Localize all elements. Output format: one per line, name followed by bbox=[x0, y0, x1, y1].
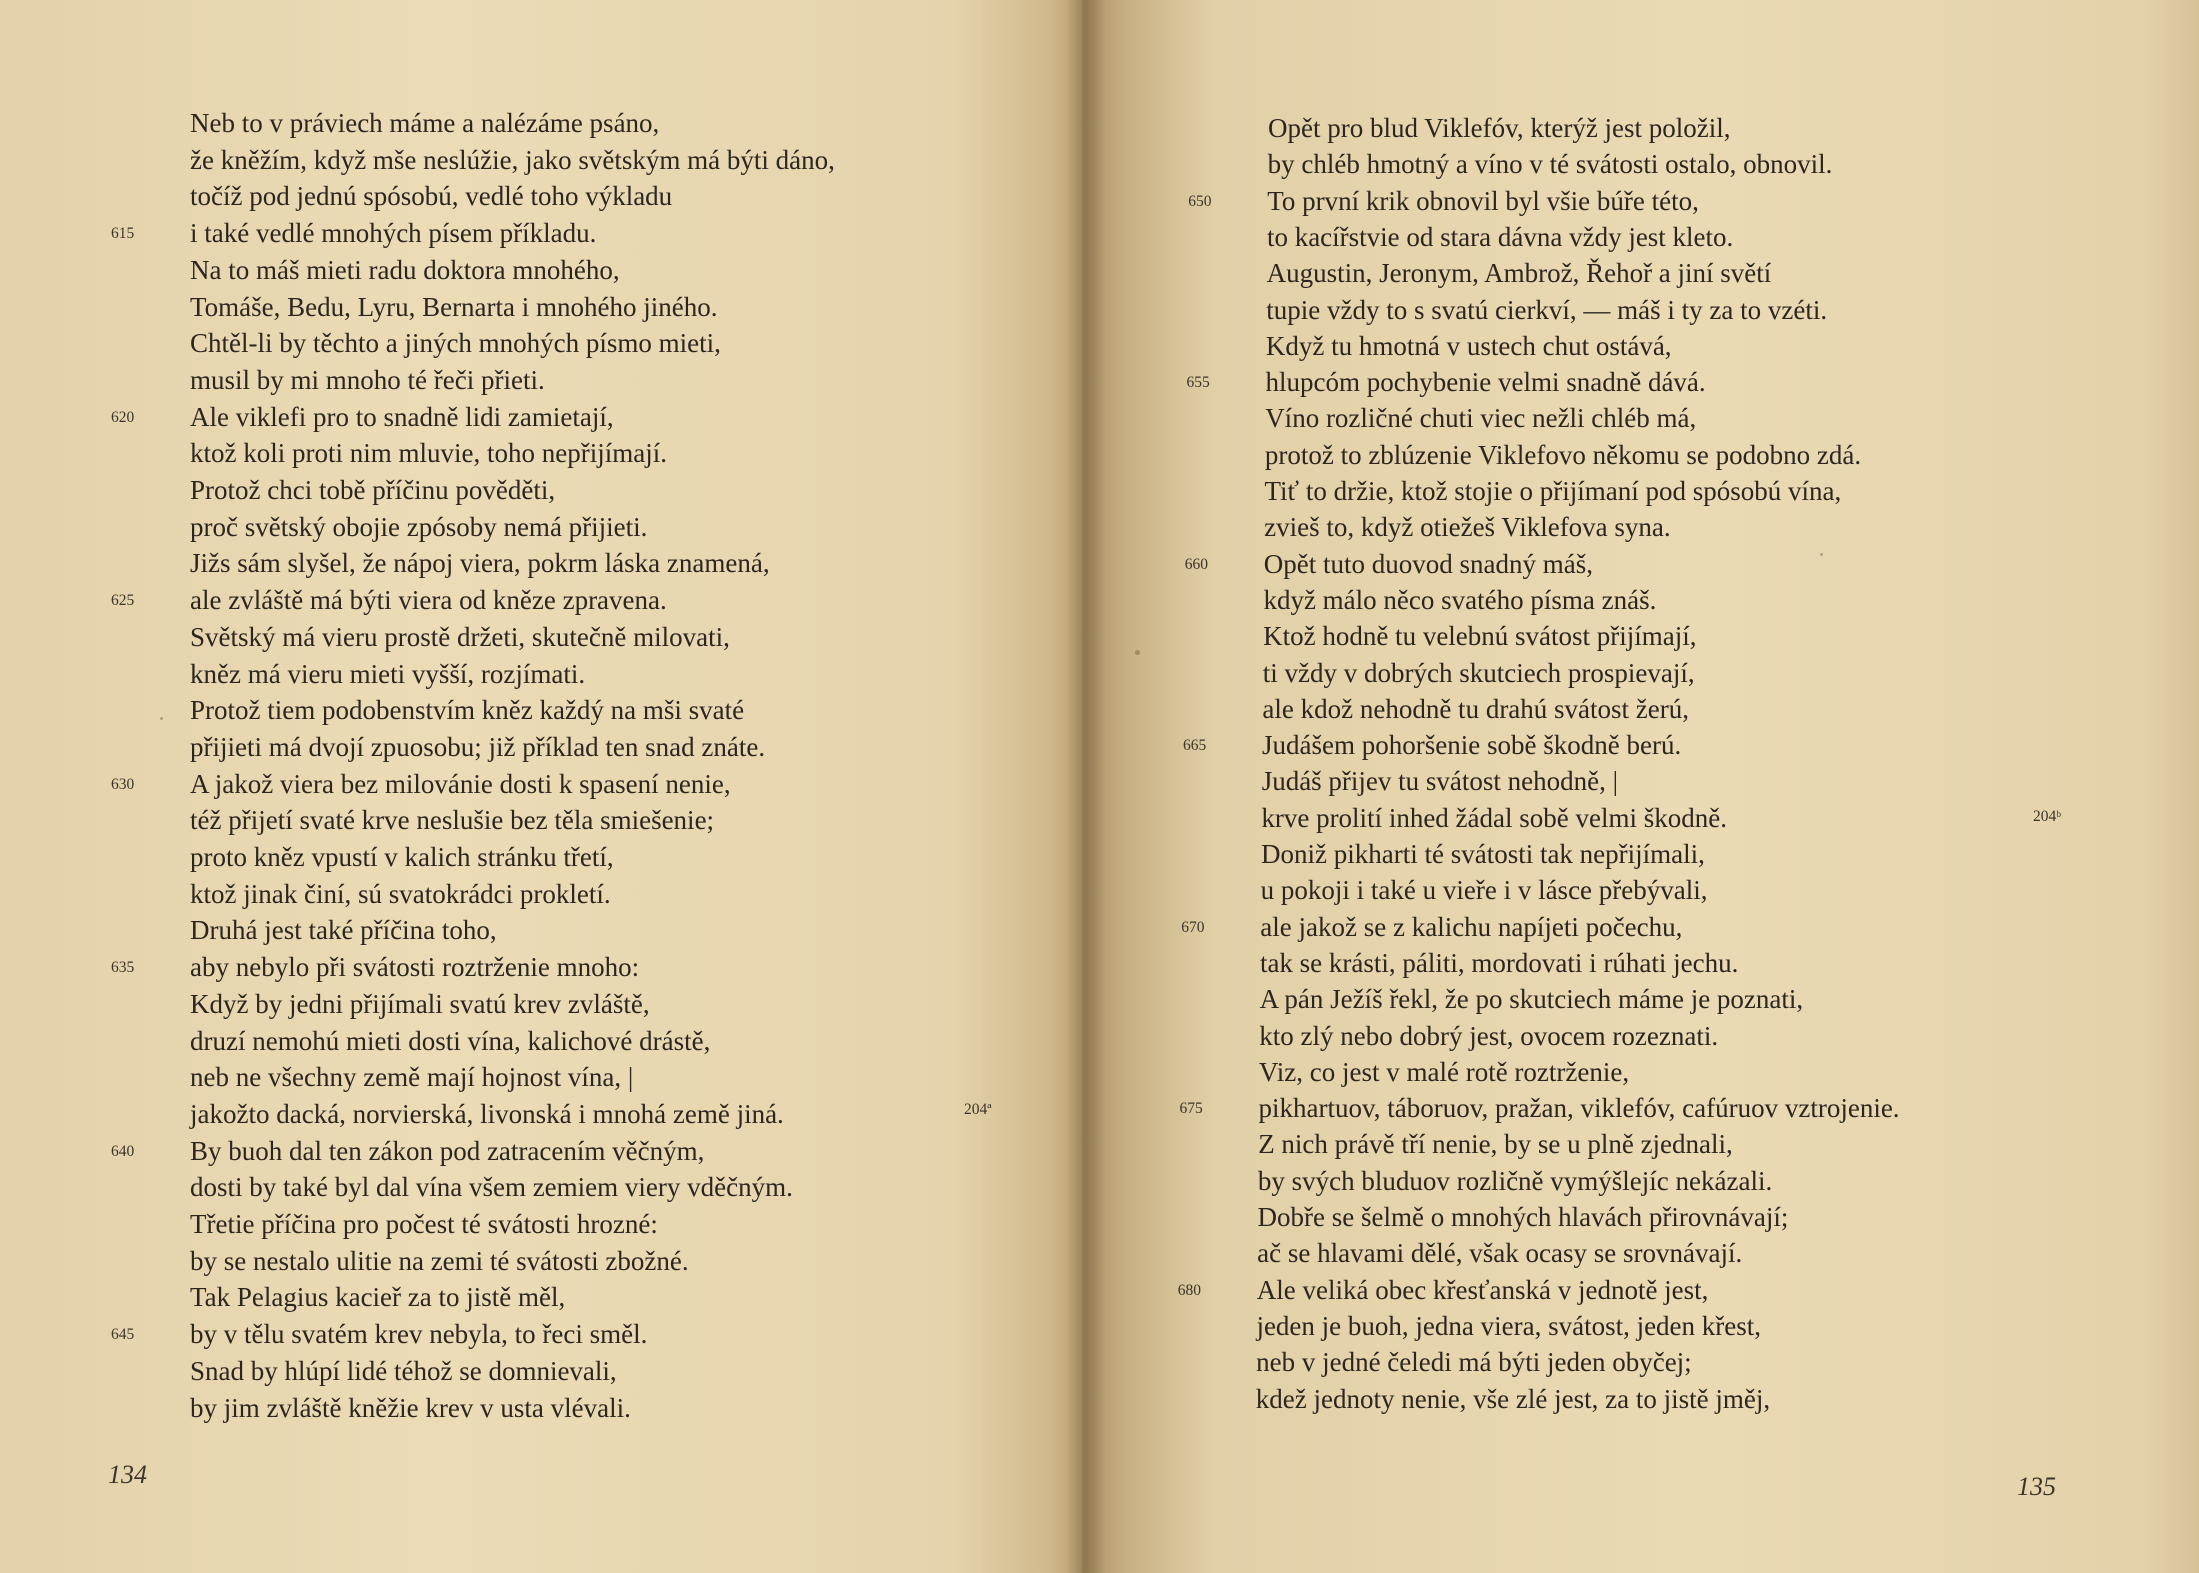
line-number: 620 bbox=[111, 408, 135, 426]
verse-line: druzí nemohú mieti dosti vína, kalichové drástě, bbox=[190, 1025, 711, 1056]
verse-line: by chléb hmotný a víno v té svátosti ostalo, obnovil. bbox=[1267, 149, 1833, 180]
verse-line: kdež jednoty nenie, vše zlé jest, za to jistě jměj, bbox=[1255, 1383, 1771, 1414]
line-number: 645 bbox=[111, 1326, 135, 1344]
verse-line: Víno rozličné chuti viec nežli chléb má, bbox=[1265, 403, 1697, 434]
verse-line: Když by jedni přijímali svatú krev zvláště, bbox=[190, 988, 650, 1019]
line-number: 665 bbox=[1183, 737, 1207, 755]
verse-line: točíž pod jednú spósobú, vedlé toho výkladu bbox=[190, 181, 673, 212]
verse-line: kněz má vieru mieti vyšší, rozjímati. bbox=[190, 658, 586, 689]
verse-line: To první krik obnovil byl všie búře této, bbox=[1267, 185, 1699, 216]
verse-line: Judáš přijev tu svátost nehodně, | bbox=[1261, 766, 1619, 797]
verse-line: by se nestalo ulitie na zemi té svátosti zbožné. bbox=[190, 1245, 689, 1276]
verse-line: Tiť to držie, ktož stojie o přijímaní pod spósobú vína, bbox=[1264, 476, 1842, 506]
page-number-right: 135 bbox=[2017, 1472, 2056, 1501]
verse-line: tak se krásti, páliti, mordovati i rúhati jechu. bbox=[1259, 947, 1739, 978]
verse-line: jakožto dacká, norvierská, livonská i mnohá země jiná. bbox=[190, 1098, 784, 1129]
verse-line: ktož koli proti nim mluvie, toho nepřijímají. bbox=[190, 438, 667, 469]
verse-line: ale zvláště má býti viera od kněze zpravena. bbox=[190, 585, 667, 616]
verse-line: Opět pro blud Viklefóv, kterýž jest položil, bbox=[1268, 113, 1731, 143]
verse-line: že kněžím, když mše neslúžie, jako světským má býti dáno, bbox=[190, 144, 835, 175]
line-number: 625 bbox=[111, 592, 135, 610]
verse-line: by v tělu svatém krev nebyla, to řeci směl. bbox=[190, 1319, 648, 1350]
verse-line: to kacířstvie od stara dávna vždy jest kleto. bbox=[1266, 221, 1734, 252]
verse-line: Ale viklefi pro to snadně lidi zamietají, bbox=[190, 401, 614, 432]
verse-line: hlupcóm pochybenie velmi snadně dává. bbox=[1265, 367, 1706, 398]
verse-line: Tomáše, Bedu, Lyru, Bernarta i mnohého jiného. bbox=[190, 291, 718, 322]
line-number: 635 bbox=[111, 959, 135, 977]
verse-line: přijieti má dvojí zpuosobu; již příklad ten snad znáte. bbox=[190, 731, 766, 762]
verse-line: Na to máš mieti radu doktora mnohého, bbox=[190, 254, 620, 285]
verse-line: dosti by také byl dal vína všem zemiem viery vděčným. bbox=[190, 1172, 793, 1203]
verse-line: Judášem pohoršenie sobě škodně berú. bbox=[1262, 730, 1682, 761]
verse-line: ale kdož nehodně tu drahú svátost žerú, bbox=[1262, 693, 1689, 724]
verse-line: proto kněz vpustí v kalich stránku třetí, bbox=[190, 842, 614, 872]
verse-line: neb ne všechny země mají hojnost vína, | bbox=[190, 1062, 634, 1093]
verse-line: A jakož viera bez milovánie dosti k spasení nenie, bbox=[190, 768, 731, 799]
verse-line: Druhá jest také příčina toho, bbox=[190, 915, 497, 946]
verse-line: Třetie příčina pro počest té svátosti hrozné: bbox=[190, 1209, 658, 1239]
verse-line: tupie vždy to s svatú cierkví, — máš i ty za to vzéti. bbox=[1266, 294, 1828, 325]
verse-line: proč světský obojie zpósoby nemá přijieti. bbox=[190, 511, 648, 542]
folio-mark-left: 204ª bbox=[964, 1101, 992, 1118]
book-gutter bbox=[1066, 0, 1106, 1573]
line-number: 680 bbox=[1177, 1281, 1202, 1299]
verse-line: Dobře se šelmě o mnohých hlavách přirovnávají; bbox=[1257, 1202, 1789, 1232]
verse-line: pikhartuov, táboruov, pražan, viklefóv, cafúruov vztrojenie. bbox=[1258, 1093, 1900, 1124]
verse-line: Neb to v práviech máme a nalézáme psáno, bbox=[190, 108, 660, 138]
verse-line: Jižs sám slyšel, že nápoj viera, pokrm láska znamená, bbox=[190, 548, 770, 579]
page-number-left: 134 bbox=[108, 1460, 147, 1489]
verse-line: ale jakož se z kalichu napíjeti počechu, bbox=[1260, 911, 1683, 942]
verse-line: když málo něco svatého písma znáš. bbox=[1263, 584, 1657, 615]
verse-line: Viz, co jest v malé rotě roztrženie, bbox=[1258, 1056, 1630, 1087]
verse-line: ač se hlavami dělé, však ocasy se srovnávají. bbox=[1257, 1238, 1743, 1269]
verse-line: musil by mi mnoho té řeči přieti. bbox=[190, 364, 545, 395]
paper-speck bbox=[1135, 650, 1140, 655]
line-number: 670 bbox=[1181, 918, 1205, 936]
verse-line: Protož chci tobě příčinu pověděti, bbox=[190, 475, 556, 505]
paper-speck bbox=[1820, 553, 1823, 556]
verse-line: kto zlý nebo dobrý jest, ovocem rozeznati. bbox=[1259, 1020, 1719, 1051]
verse-line: ktož jinak činí, sú svatokrádci prokletí. bbox=[190, 878, 611, 909]
verse-line: u pokoji i také u vieře i v lásce přebývali, bbox=[1260, 875, 1708, 906]
verse-line: Chtěl-li by těchto a jiných mnohých písmo mieti, bbox=[190, 328, 721, 359]
verse-line: ti vždy v dobrých skutciech prospievají, bbox=[1262, 657, 1695, 688]
verse-line: by jim zvláště kněžie krev v usta vlévali. bbox=[190, 1392, 631, 1423]
verse-line: Ktož hodně tu velebnú svátost přijímají, bbox=[1263, 621, 1697, 652]
verse-line: též přijetí svaté krve neslušie bez těla smiešenie; bbox=[190, 805, 715, 836]
line-number: 650 bbox=[1188, 192, 1212, 210]
verse-line: krve prolití inhed žádal sobě velmi škodně. bbox=[1261, 802, 1727, 833]
verse-line: neb v jedné čeledi má býti jeden obyčej; bbox=[1256, 1347, 1692, 1378]
verse-line: Když tu hmotná v ustech chut ostává, bbox=[1265, 330, 1672, 361]
line-number: 630 bbox=[111, 775, 135, 793]
verse-line: Protož tiem podobenstvím kněz každý na mši svaté bbox=[190, 695, 745, 726]
verse-line: Ale veliká obec křesťanská v jednotě jest, bbox=[1256, 1274, 1709, 1305]
verse-line: Opět tuto duovod snadný máš, bbox=[1263, 548, 1594, 579]
line-number: 655 bbox=[1186, 374, 1210, 392]
line-number: 640 bbox=[111, 1142, 135, 1160]
verse-line: by svých bluduov rozličně vymýšlejíc nekázali. bbox=[1257, 1165, 1773, 1196]
folio-mark-right: 204ᵇ bbox=[2033, 808, 2062, 825]
line-number: 660 bbox=[1184, 555, 1209, 573]
verse-line: Světský má vieru prostě držeti, skutečně milovati, bbox=[190, 621, 730, 652]
verse-line: By buoh dal ten zákon pod zatracením věčným, bbox=[190, 1135, 705, 1166]
verse-line: Z nich právě tří nenie, by se u plně zjednali, bbox=[1258, 1129, 1733, 1160]
verse-line: A pán Ježíš řekl, že po skutciech máme je poznati, bbox=[1259, 984, 1804, 1015]
verse-line: Doniž pikharti té svátosti tak nepřijímali, bbox=[1261, 839, 1705, 869]
verse-line: protož to zblúzenie Viklefovo někomu se podobno zdá. bbox=[1264, 439, 1862, 470]
verse-line: Snad by hlúpí lidé téhož se domnievali, bbox=[190, 1355, 617, 1386]
verse-line: i také vedlé mnohých písem příkladu. bbox=[190, 218, 597, 249]
verse-line: Augustin, Jeronym, Ambrož, Řehoř a jiní světí bbox=[1266, 258, 1772, 289]
verse-line: Tak Pelagius kacieř za to jistě měl, bbox=[190, 1282, 566, 1313]
verse-line: aby nebylo při svátosti roztrženie mnoho: bbox=[190, 952, 640, 983]
verse-line: jeden je buoh, jedna viera, svátost, jeden křest, bbox=[1256, 1310, 1762, 1341]
line-number: 675 bbox=[1179, 1100, 1203, 1118]
paper-speck bbox=[160, 717, 163, 720]
verse-line: zvieš to, když otiežeš Viklefova syna. bbox=[1264, 512, 1671, 543]
line-number: 615 bbox=[111, 225, 135, 243]
